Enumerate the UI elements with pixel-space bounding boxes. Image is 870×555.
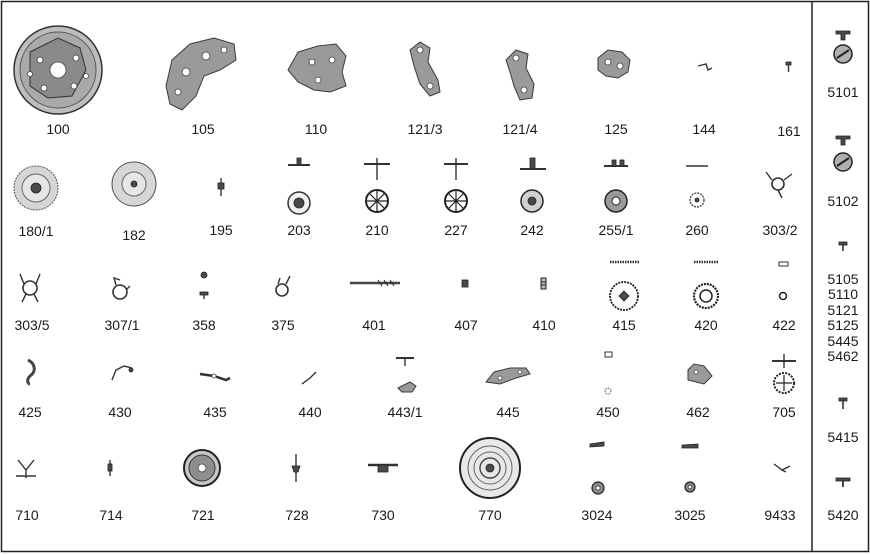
part-label: 401 [362, 317, 386, 333]
part-710-pallet-fork-icon [16, 460, 36, 478]
screw-label: 5110 [827, 286, 859, 302]
part-label: 462 [686, 404, 710, 420]
part-label: 730 [371, 507, 395, 523]
part-242-small-wheel-icon [520, 158, 546, 212]
part-440-wire-spring-icon [302, 372, 316, 384]
screw-label: 5445 [827, 333, 859, 349]
screw-5102-icon [834, 136, 852, 171]
part-label: 407 [454, 317, 478, 333]
screw-5101-icon [834, 31, 852, 63]
part-label: 430 [108, 404, 132, 420]
part-721-balance-wheel-icon [184, 450, 220, 486]
part-label: 420 [694, 317, 718, 333]
part-125-bridge-small-icon [598, 50, 630, 78]
part-180-1-mainspring-barrel-icon [14, 166, 58, 210]
part-label: 161 [777, 123, 801, 139]
part-label: 358 [192, 317, 216, 333]
part-110-bridge-plate-icon [288, 44, 346, 92]
part-425-curved-spring-icon [28, 360, 35, 384]
part-label: 125 [604, 121, 628, 137]
part-label: 440 [298, 404, 322, 420]
part-label: 203 [287, 222, 311, 238]
part-435-lever-icon [200, 374, 230, 380]
screw-label: 5121 [827, 302, 859, 318]
part-203-wheel-with-pinion-icon [288, 158, 310, 214]
screw-label: 5102 [827, 193, 859, 209]
part-label: 450 [596, 404, 620, 420]
part-410-sleeve-icon [541, 278, 546, 289]
part-label: 445 [496, 404, 520, 420]
part-303-5-spring-clip-icon [20, 274, 40, 302]
part-label: 303/2 [762, 222, 798, 238]
part-260-escape-wheel-small-icon [686, 166, 708, 207]
part-415-crown-wheel-icon [610, 262, 640, 310]
part-728-balance-staff-icon [292, 454, 300, 482]
part-label: 422 [772, 317, 796, 333]
part-label: 375 [271, 317, 295, 333]
part-407-tiny-pin-icon [462, 280, 468, 287]
part-443-1-yoke-icon [396, 358, 416, 392]
screw-label: 5415 [827, 429, 859, 445]
part-705-escape-wheel-icon [772, 354, 796, 393]
part-3024-cap-jewel-icon [590, 442, 604, 494]
part-label: 110 [304, 121, 328, 137]
screw-5420-icon [836, 478, 850, 487]
part-420-ratchet-wheel-icon [694, 262, 718, 308]
part-358-screw-pair-icon [200, 272, 208, 299]
part-121-4-bridge-arm-curved-icon [506, 50, 534, 100]
part-label: 144 [692, 121, 716, 137]
part-label: 255/1 [598, 222, 634, 238]
part-label: 9433 [764, 507, 796, 523]
screw-label: 5420 [827, 507, 859, 523]
part-label: 415 [612, 317, 636, 333]
part-210-center-wheel-icon [364, 158, 390, 212]
part-121-3-bridge-arm-icon [410, 42, 440, 96]
part-307-1-spring-ring-icon [113, 278, 130, 299]
part-label: 714 [99, 507, 123, 523]
part-label: 100 [46, 121, 70, 137]
screw-label: 5462 [827, 348, 859, 364]
part-label: 721 [191, 507, 215, 523]
part-label: 3024 [581, 507, 613, 523]
part-label: 770 [478, 507, 502, 523]
screw-label: 5101 [827, 84, 859, 100]
part-label: 303/5 [14, 317, 50, 333]
part-label: 3025 [674, 507, 706, 523]
part-255-1-fourth-wheel-icon [604, 160, 628, 212]
part-161-small-screw-icon [786, 62, 791, 72]
part-label: 260 [685, 222, 709, 238]
part-9433-small-lever-icon [774, 464, 790, 472]
part-445-long-lever-icon [486, 368, 530, 384]
part-730-roller-icon [368, 465, 398, 472]
part-label: 443/1 [387, 404, 423, 420]
part-label: 182 [122, 227, 146, 243]
part-714-pallet-arbor-icon [108, 460, 112, 476]
part-label: 435 [203, 404, 227, 420]
part-label: 210 [365, 222, 389, 238]
part-label: 705 [772, 404, 796, 420]
part-144-small-spring-icon [698, 64, 712, 70]
part-label: 180/1 [18, 223, 54, 239]
part-375-spring-hook-icon [276, 276, 290, 296]
part-label: 105 [191, 121, 215, 137]
part-182-barrel-cover-icon [112, 162, 156, 206]
part-label: 425 [18, 404, 42, 420]
screw-5415-icon [839, 398, 847, 409]
screw-label: 5105 [827, 271, 859, 287]
part-401-winding-stem-icon [350, 280, 400, 286]
part-770-hairspring-icon [460, 438, 520, 498]
part-label: 121/4 [502, 121, 538, 137]
part-303-2-spring-clip-icon [766, 172, 792, 198]
part-label: 307/1 [104, 317, 140, 333]
part-100-mainplate-icon [14, 26, 102, 114]
part-label: 242 [520, 222, 544, 238]
part-450-star-wheel-icon [605, 352, 612, 394]
screw-5105-group-icon [839, 242, 847, 251]
part-430-hook-spring-icon [112, 366, 133, 380]
part-label: 410 [532, 317, 556, 333]
part-3025-jewel-icon [682, 444, 698, 492]
part-label: 710 [15, 507, 39, 523]
part-label: 728 [285, 507, 309, 523]
part-105-bridge-large-icon [166, 38, 236, 110]
part-195-barrel-arbor-icon [218, 178, 224, 196]
part-label: 121/3 [407, 121, 443, 137]
part-label: 195 [209, 222, 233, 238]
part-227-third-wheel-icon [444, 158, 468, 212]
part-462-bridge-tiny-icon [688, 364, 712, 384]
part-label: 227 [444, 222, 468, 238]
part-422-small-ring-icon [779, 262, 788, 300]
screw-label: 5125 [827, 317, 859, 333]
